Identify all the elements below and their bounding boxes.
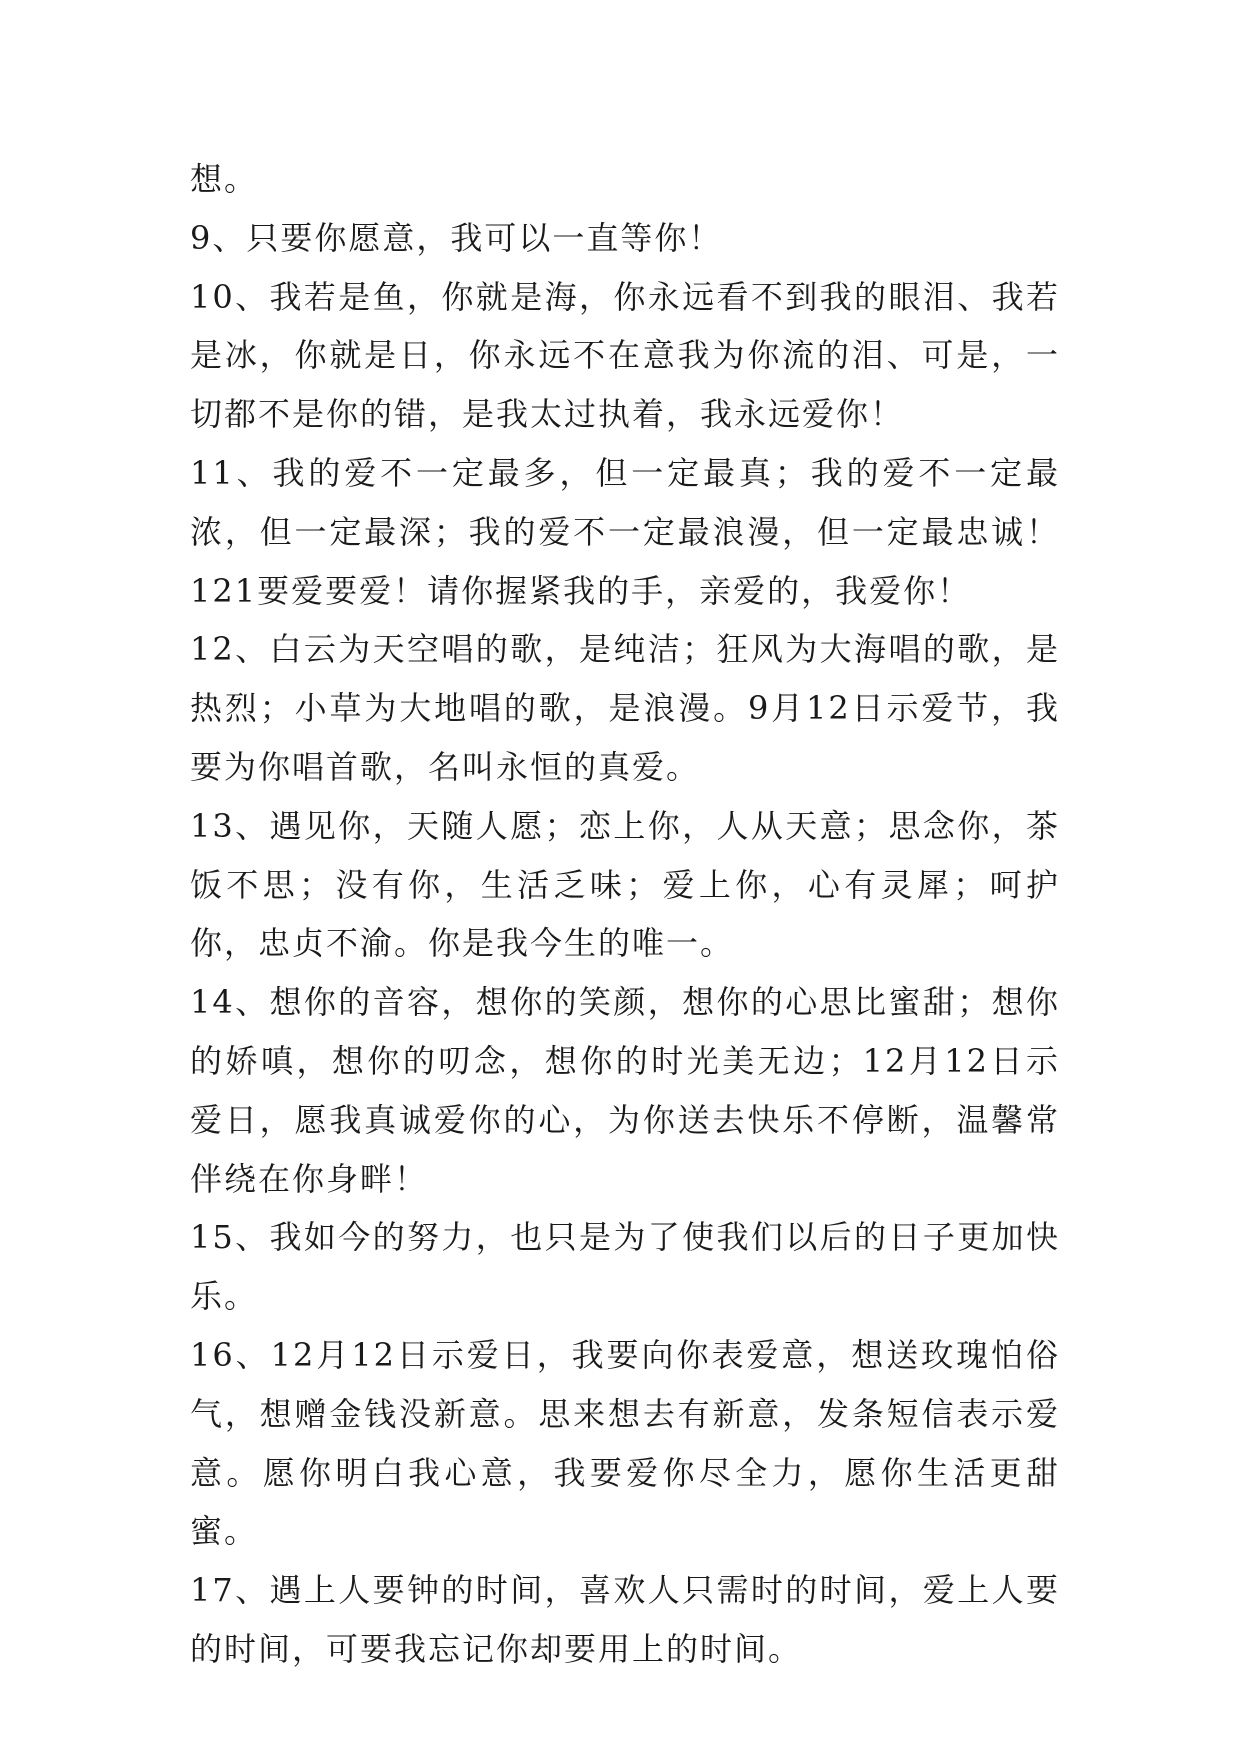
paragraph-item-10: 10、我若是鱼，你就是海，你永远看不到我的眼泪、我若是冰，你就是日，你永远不在意我为你流的泪、可是，一切都不是你的错，是我太过执着，我永远爱你！ (190, 277, 1060, 434)
paragraph-item-13: 13、遇见你，天随人愿；恋上你，人从天意；思念你，茶饭不思；没有你，生活乏味；爱上你，心有灵犀；呵护你，忠贞不渝。你是我今生的唯一。 (190, 806, 1060, 963)
paragraph-item-14: 14、想你的音容，想你的笑颜，想你的心思比蜜甜；想你的娇嗔，想你的叨念，想你的时光美无边；12月12日示爱日，愿我真诚爱你的心，为你送去快乐不停断，温馨常伴绕在你身畔！ (190, 983, 1060, 1198)
paragraph-item-17: 17、遇上人要钟的时间，喜欢人只需时的时间，爱上人要的时间，可要我忘记你却要用上的时间。 (190, 1571, 1060, 1668)
paragraph-continuation: 想。 (190, 160, 259, 198)
paragraph-item-11: 11、我的爱不一定最多，但一定最真；我的爱不一定最浓，但一定最深；我的爱不一定最浪漫，但一定最忠诚！121要爱要爱！请你握紧我的手，亲爱的，我爱你！ (190, 453, 1060, 610)
paragraph-item-15: 15、我如今的努力，也只是为了使我们以后的日子更加快乐。 (190, 1218, 1060, 1316)
paragraph-item-16: 16、12月12日示爱日，我要向你表爱意，想送玫瑰怕俗气，想赠金钱没新意。思来想去有新意，发条短信表示爱意。愿你明白我心意，我要爱你尽全力，愿你生活更甜蜜。 (190, 1335, 1060, 1551)
document-body (190, 150, 1060, 1679)
paragraph-item-12: 12、白云为天空唱的歌，是纯洁；狂风为大海唱的歌，是热烈；小草为大地唱的歌，是浪漫。9月12日示爱节，我要为你唱首歌，名叫永恒的真爱。 (190, 630, 1060, 786)
paragraph-item-9: 9、只要你愿意，我可以一直等你！ (190, 218, 723, 257)
